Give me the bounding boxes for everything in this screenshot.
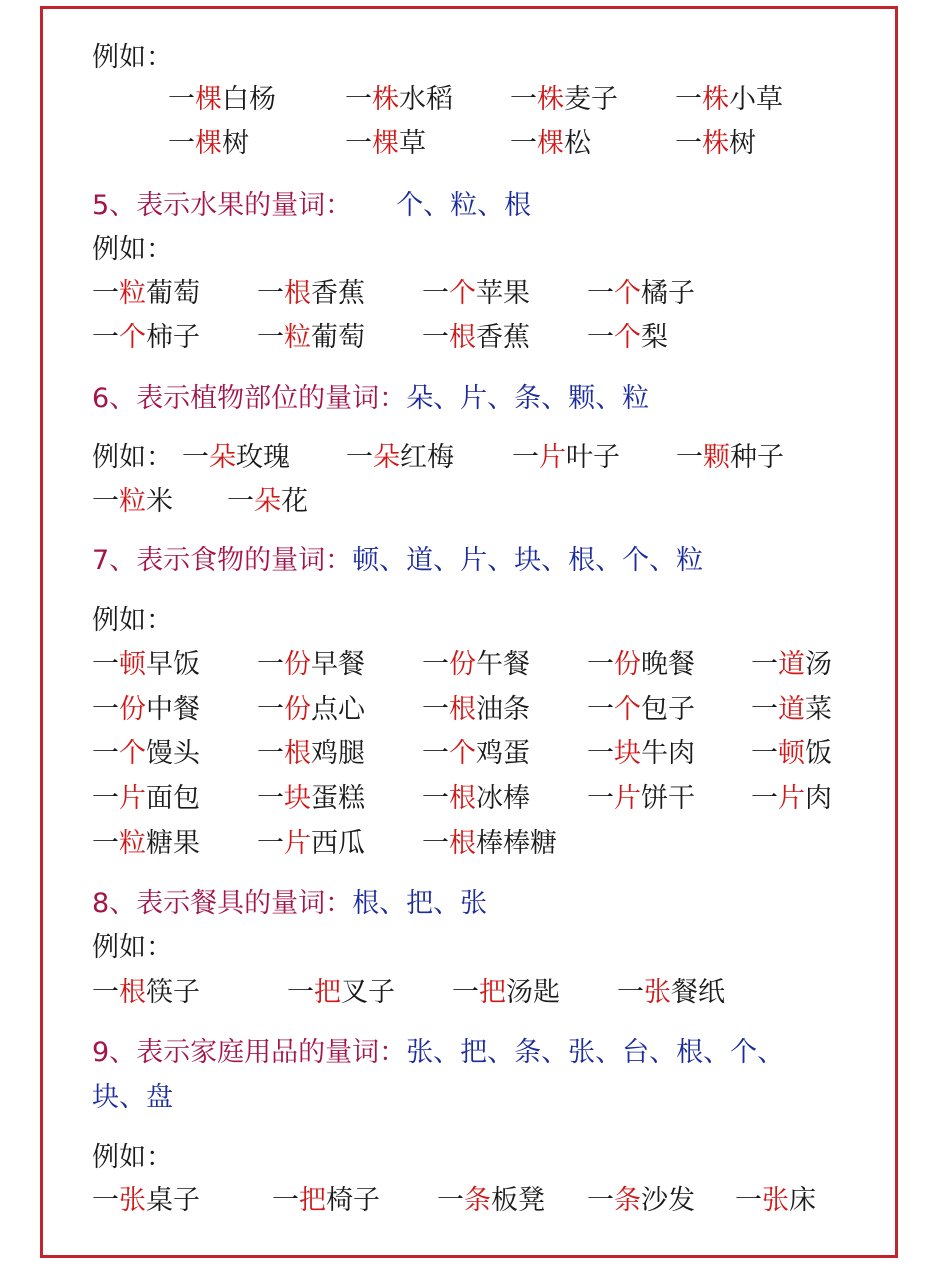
measure-word: 棵 — [195, 128, 222, 159]
noun: 桌子 — [146, 1185, 200, 1216]
noun: 梨 — [641, 322, 668, 353]
numeral: 一 — [287, 977, 314, 1008]
section-title: 表示食物的量词： — [136, 545, 353, 576]
numeral: 一 — [587, 738, 614, 769]
example-phrase — [92, 826, 200, 862]
noun: 汤匙 — [506, 977, 560, 1008]
noun: 葡萄 — [146, 278, 200, 309]
numeral: 一 — [257, 738, 284, 769]
noun: 鸡蛋 — [476, 738, 530, 769]
measure-word: 份 — [284, 694, 311, 725]
numeral: 一 — [422, 278, 449, 309]
measure-word: 片 — [284, 828, 311, 859]
example-phrase — [751, 736, 832, 772]
measure-word: 粒 — [119, 278, 146, 309]
noun: 包子 — [641, 694, 695, 725]
example-label: 例如： — [92, 234, 173, 265]
measure-word: 个 — [449, 278, 476, 309]
section-number: 8、 — [92, 888, 137, 919]
numeral: 一 — [735, 1185, 762, 1216]
classifier-list: 顿、道、片、块、根、个、粒 — [352, 545, 704, 576]
example-phrase — [675, 82, 783, 118]
numeral: 一 — [257, 828, 284, 859]
numeral: 一 — [257, 322, 284, 353]
measure-word: 根 — [449, 828, 476, 859]
example-phrase — [422, 736, 530, 772]
noun: 白杨 — [222, 84, 276, 115]
measure-word: 根 — [449, 322, 476, 353]
example-label: 例如： — [92, 605, 173, 636]
numeral: 一 — [587, 1185, 614, 1216]
numeral: 一 — [675, 84, 702, 115]
noun: 午餐 — [476, 649, 530, 680]
example-phrase — [257, 736, 365, 772]
numeral: 一 — [92, 322, 119, 353]
numeral: 一 — [452, 977, 479, 1008]
measure-word: 顿 — [778, 738, 805, 769]
example-phrase — [168, 126, 249, 162]
example-phrase — [287, 975, 395, 1011]
numeral: 一 — [345, 128, 372, 159]
measure-word: 块 — [614, 738, 641, 769]
numeral: 一 — [676, 442, 703, 473]
example-phrase — [751, 781, 832, 817]
noun: 中餐 — [146, 694, 200, 725]
noun: 香蕉 — [476, 322, 530, 353]
example-phrase — [345, 126, 426, 162]
noun: 蛋糕 — [311, 783, 365, 814]
measure-word: 道 — [778, 694, 805, 725]
example-phrase — [422, 647, 530, 683]
measure-word: 个 — [119, 738, 146, 769]
example-phrase — [510, 82, 618, 118]
measure-word: 把 — [314, 977, 341, 1008]
measure-word: 株 — [702, 84, 729, 115]
numeral: 一 — [675, 128, 702, 159]
example-phrase — [676, 440, 784, 476]
numeral: 一 — [92, 977, 119, 1008]
numeral: 一 — [182, 442, 209, 473]
measure-word: 份 — [449, 649, 476, 680]
noun: 筷子 — [146, 977, 200, 1008]
example-phrase — [92, 781, 200, 817]
noun: 葡萄 — [311, 322, 365, 353]
measure-word: 条 — [464, 1185, 491, 1216]
measure-word: 个 — [449, 738, 476, 769]
noun: 油条 — [476, 694, 530, 725]
measure-word: 根 — [284, 278, 311, 309]
measure-word: 张 — [644, 977, 671, 1008]
example-phrase — [617, 975, 725, 1011]
classifier-list: 根、把、张 — [352, 888, 488, 919]
example-phrase — [346, 440, 454, 476]
noun: 柿子 — [146, 322, 200, 353]
noun: 麦子 — [564, 84, 618, 115]
numeral: 一 — [227, 486, 254, 517]
example-phrase — [257, 320, 365, 356]
example-phrase — [257, 647, 365, 683]
section-title: 表示水果的量词： — [136, 190, 353, 221]
measure-word: 份 — [119, 694, 146, 725]
measure-word: 张 — [119, 1185, 146, 1216]
example-phrase — [272, 1183, 380, 1219]
classifier-list: 张、把、条、张、台、根、个、 — [406, 1037, 785, 1068]
numeral: 一 — [422, 649, 449, 680]
example-phrase — [587, 1183, 695, 1219]
example-phrase — [257, 692, 365, 728]
measure-word: 个 — [614, 694, 641, 725]
example-phrase — [92, 276, 200, 312]
example-phrase — [257, 781, 365, 817]
noun: 沙发 — [641, 1185, 695, 1216]
noun: 树 — [222, 128, 249, 159]
measure-word: 片 — [539, 442, 566, 473]
noun: 鸡腿 — [311, 738, 365, 769]
numeral: 一 — [751, 694, 778, 725]
section-heading — [92, 1035, 784, 1071]
noun: 板凳 — [491, 1185, 545, 1216]
measure-word: 粒 — [119, 828, 146, 859]
noun: 肉 — [805, 783, 832, 814]
section-heading — [92, 543, 703, 579]
measure-word: 根 — [449, 783, 476, 814]
measure-word: 株 — [537, 84, 564, 115]
section-heading — [92, 886, 487, 922]
noun: 馒头 — [146, 738, 200, 769]
numeral: 一 — [257, 649, 284, 680]
noun: 点心 — [311, 694, 365, 725]
noun: 棒棒糖 — [476, 828, 557, 859]
example-label: 例如： — [92, 1142, 173, 1173]
measure-word: 朵 — [254, 486, 281, 517]
example-phrase — [227, 484, 308, 520]
noun: 草 — [399, 128, 426, 159]
noun: 饭 — [805, 738, 832, 769]
noun: 花 — [281, 486, 308, 517]
numeral: 一 — [422, 694, 449, 725]
numeral: 一 — [751, 738, 778, 769]
measure-word: 顿 — [119, 649, 146, 680]
numeral: 一 — [587, 278, 614, 309]
measure-word: 片 — [778, 783, 805, 814]
section-heading — [92, 188, 531, 224]
section-heading — [92, 381, 649, 417]
noun: 椅子 — [326, 1185, 380, 1216]
numeral: 一 — [92, 1185, 119, 1216]
numeral: 一 — [422, 783, 449, 814]
example-label: 例如： — [92, 42, 173, 73]
example-phrase — [422, 692, 530, 728]
measure-word: 株 — [372, 84, 399, 115]
numeral: 一 — [437, 1185, 464, 1216]
noun: 苹果 — [476, 278, 530, 309]
numeral: 一 — [92, 828, 119, 859]
classifier-list: 朵、片、条、颗、粒 — [406, 383, 650, 414]
measure-word: 棵 — [537, 128, 564, 159]
numeral: 一 — [751, 649, 778, 680]
noun: 床 — [789, 1185, 816, 1216]
noun: 松 — [564, 128, 591, 159]
numeral: 一 — [92, 738, 119, 769]
numeral: 一 — [510, 128, 537, 159]
noun: 水稻 — [399, 84, 453, 115]
numeral: 一 — [422, 738, 449, 769]
numeral: 一 — [257, 783, 284, 814]
example-phrase — [257, 276, 365, 312]
measure-word: 朵 — [373, 442, 400, 473]
numeral: 一 — [257, 694, 284, 725]
example-phrase — [168, 82, 276, 118]
section-title: 表示植物部位的量词： — [136, 383, 407, 414]
classifier-list: 个、粒、根 — [396, 190, 532, 221]
noun: 小草 — [729, 84, 783, 115]
classifier-list-continued: 块、盘 — [92, 1082, 173, 1113]
example-phrase — [92, 975, 200, 1011]
measure-word: 株 — [702, 128, 729, 159]
noun: 面包 — [146, 783, 200, 814]
numeral: 一 — [751, 783, 778, 814]
noun: 饼干 — [641, 783, 695, 814]
measure-word: 张 — [762, 1185, 789, 1216]
example-phrase — [510, 126, 591, 162]
example-phrase — [422, 826, 557, 862]
noun: 糖果 — [146, 828, 200, 859]
numeral: 一 — [92, 783, 119, 814]
numeral: 一 — [346, 442, 373, 473]
measure-word: 份 — [614, 649, 641, 680]
noun: 西瓜 — [311, 828, 365, 859]
measure-word: 粒 — [284, 322, 311, 353]
measure-word: 棵 — [372, 128, 399, 159]
measure-word: 个 — [119, 322, 146, 353]
noun: 冰棒 — [476, 783, 530, 814]
section-number: 9、 — [92, 1037, 137, 1068]
example-phrase — [587, 781, 695, 817]
noun: 香蕉 — [311, 278, 365, 309]
numeral: 一 — [512, 442, 539, 473]
numeral: 一 — [92, 694, 119, 725]
numeral: 一 — [617, 977, 644, 1008]
measure-word: 朵 — [209, 442, 236, 473]
numeral: 一 — [510, 84, 537, 115]
measure-word: 个 — [614, 278, 641, 309]
noun: 树 — [729, 128, 756, 159]
numeral: 一 — [422, 322, 449, 353]
measure-word: 根 — [119, 977, 146, 1008]
numeral: 一 — [345, 84, 372, 115]
example-phrase — [437, 1183, 545, 1219]
numeral: 一 — [272, 1185, 299, 1216]
noun: 牛肉 — [641, 738, 695, 769]
example-phrase — [422, 276, 530, 312]
noun: 叉子 — [341, 977, 395, 1008]
example-phrase — [512, 440, 620, 476]
example-phrase — [182, 440, 290, 476]
section-title: 表示家庭用品的量词： — [136, 1037, 407, 1068]
measure-word: 道 — [778, 649, 805, 680]
example-phrase — [587, 736, 695, 772]
noun: 玫瑰 — [236, 442, 290, 473]
numeral: 一 — [587, 783, 614, 814]
example-label: 例如： — [92, 932, 173, 963]
example-phrase — [345, 82, 453, 118]
example-phrase — [735, 1183, 816, 1219]
numeral: 一 — [587, 322, 614, 353]
example-phrase — [257, 826, 365, 862]
measure-word: 根 — [284, 738, 311, 769]
section-title: 表示餐具的量词： — [136, 888, 353, 919]
noun: 叶子 — [566, 442, 620, 473]
section-number: 5、 — [92, 190, 137, 221]
example-phrase — [751, 647, 832, 683]
section-number: 7、 — [92, 545, 137, 576]
measure-word: 颗 — [703, 442, 730, 473]
example-phrase — [92, 484, 173, 520]
measure-word: 份 — [284, 649, 311, 680]
example-phrase — [675, 126, 756, 162]
numeral: 一 — [92, 486, 119, 517]
example-phrase — [92, 647, 200, 683]
numeral: 一 — [587, 649, 614, 680]
noun: 红梅 — [400, 442, 454, 473]
noun: 橘子 — [641, 278, 695, 309]
example-phrase — [587, 276, 695, 312]
noun: 汤 — [805, 649, 832, 680]
numeral: 一 — [168, 84, 195, 115]
measure-word: 根 — [449, 694, 476, 725]
measure-word: 粒 — [119, 486, 146, 517]
example-phrase — [92, 320, 200, 356]
numeral: 一 — [257, 278, 284, 309]
measure-word: 把 — [299, 1185, 326, 1216]
measure-word: 片 — [614, 783, 641, 814]
noun: 早饭 — [146, 649, 200, 680]
numeral: 一 — [92, 278, 119, 309]
example-phrase — [92, 692, 200, 728]
noun: 晚餐 — [641, 649, 695, 680]
example-phrase — [92, 736, 200, 772]
example-phrase — [587, 320, 668, 356]
section-number: 6、 — [92, 383, 137, 414]
numeral: 一 — [92, 649, 119, 680]
example-phrase — [587, 692, 695, 728]
example-label: 例如： — [92, 442, 173, 473]
measure-word: 把 — [479, 977, 506, 1008]
numeral: 一 — [587, 694, 614, 725]
measure-word: 棵 — [195, 84, 222, 115]
noun: 餐纸 — [671, 977, 725, 1008]
noun: 米 — [146, 486, 173, 517]
noun: 菜 — [805, 694, 832, 725]
measure-word: 片 — [119, 783, 146, 814]
example-phrase — [422, 781, 530, 817]
numeral: 一 — [422, 828, 449, 859]
numeral: 一 — [168, 128, 195, 159]
example-phrase — [422, 320, 530, 356]
measure-word: 条 — [614, 1185, 641, 1216]
example-phrase — [587, 647, 695, 683]
example-phrase — [452, 975, 560, 1011]
noun: 早餐 — [311, 649, 365, 680]
example-phrase — [751, 692, 832, 728]
measure-word: 个 — [614, 322, 641, 353]
noun: 种子 — [730, 442, 784, 473]
example-phrase — [92, 1183, 200, 1219]
measure-word: 块 — [284, 783, 311, 814]
